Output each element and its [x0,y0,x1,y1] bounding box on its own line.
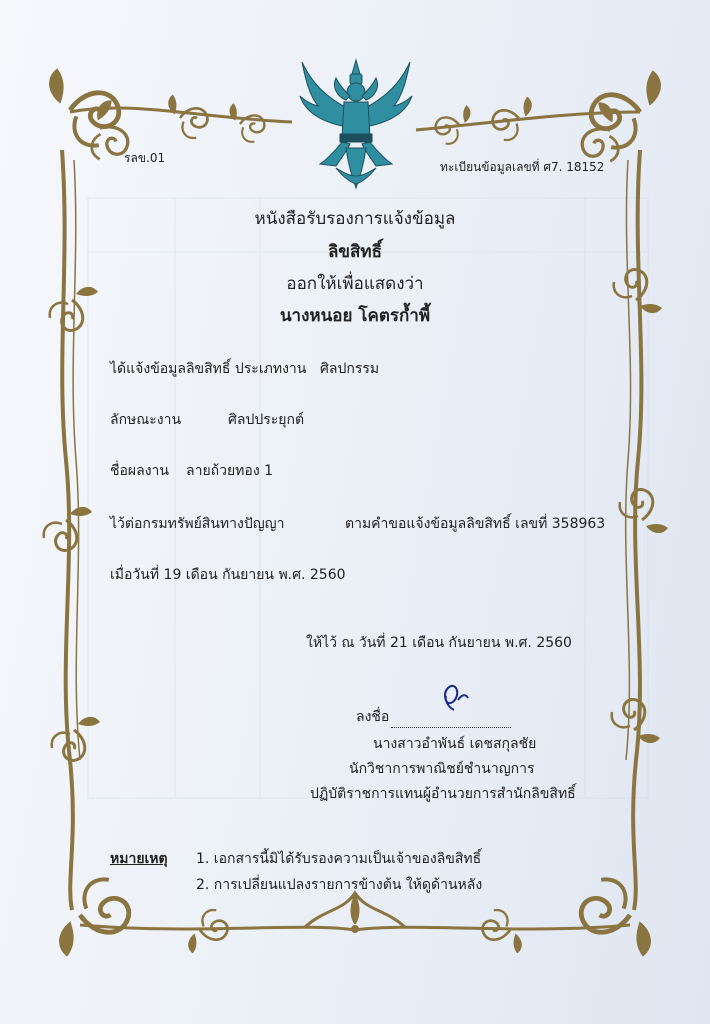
remark-item-1: 1. เอกสารนี้มิได้รับรองความเป็นเจ้าของลิขสิทธิ์ [196,851,482,867]
signatory-acting: ปฏิบัติราชการแทนผู้อำนวยการสำนักลิขสิทธิ์ [310,786,576,802]
request-reference: ตามคำขอแจ้งข้อมูลลิขสิทธิ์ เลขที่ 358963 [345,516,606,532]
work-name-value: ลายถ้วยทอง 1 [186,463,274,479]
signature-dotted-line [391,727,511,728]
owner-name: นางหนอย โคตรก้ำพี้ [279,306,431,326]
work-type-value: ศิลปกรรม [320,361,380,377]
signatory-name: นางสาวอำพันธ์ เดชสกุลชัย [373,736,537,752]
form-code: รลข.01 [124,151,166,165]
remarks-label: หมายเหตุ [110,851,168,867]
work-name-label: ชื่อผลงาน [110,463,169,479]
garuda-emblem [296,52,416,192]
filed-date: เมื่อวันที่ 19 เดือน กันยายน พ.ศ. 2560 [110,567,346,583]
certificate-subject: ลิขสิทธิ์ [328,242,382,262]
certificate-title: หนังสือรับรองการแจ้งข้อมูล [254,209,456,229]
issued-date: ให้ไว้ ณ วันที่ 21 เดือน กันยายน พ.ศ. 2560 [306,635,572,651]
certificate-purpose: ออกให้เพื่อแสดงว่า [286,274,424,294]
nature-value: ศิลปประยุกต์ [228,412,305,428]
work-type-label: ได้แจ้งข้อมูลลิขสิทธิ์ ประเภทงาน [110,361,307,377]
registration-number: ทะเบียนข้อมูลเลขที่ ศ7. 18152 [440,160,605,174]
sign-label: ลงชื่อ [356,709,390,725]
sign-line [356,706,511,728]
remark-item-2: 2. การเปลี่ยนแปลงรายการข้างต้น ให้ดูด้านหลัง [196,877,483,893]
signatory-position: นักวิชาการพาณิชย์ชำนาญการ [349,761,535,777]
filed-with: ไว้ต่อกรมทรัพย์สินทางปัญญา [110,516,285,532]
nature-label: ลักษณะงาน [110,412,182,428]
